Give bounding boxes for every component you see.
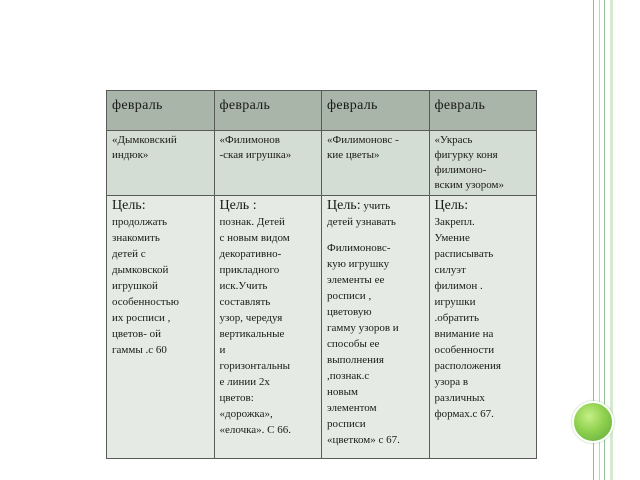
goal-row <box>107 196 537 459</box>
goal-line: их росписи , <box>112 312 171 324</box>
goal-line: расположения <box>434 360 501 372</box>
decor-circle <box>572 401 614 443</box>
goal-line: детей узнавать <box>327 216 396 228</box>
goal-line: формах.с 67. <box>434 408 494 420</box>
goal-line: новым <box>327 386 358 398</box>
goal-line: и <box>219 344 226 356</box>
month-header: февраль <box>214 91 322 131</box>
goal-title: Цель : <box>219 198 257 213</box>
topic-cell <box>214 131 322 196</box>
goal-line: цветов: <box>219 392 254 404</box>
goal-line: способы ее <box>327 338 380 350</box>
goal-title: Цель: <box>434 198 469 213</box>
goal-line: кую игрушку <box>327 258 390 270</box>
goal-line: горизонтальны <box>219 360 290 372</box>
topic-cell <box>107 131 215 196</box>
goal-line: «цветком» с 67. <box>327 434 400 446</box>
goal-cell <box>429 196 537 459</box>
goal-line: элементы ее <box>327 274 385 286</box>
goal-cell <box>107 196 215 459</box>
goal-line: игрушки <box>434 296 476 308</box>
goal-line: росписи , <box>327 290 372 302</box>
goal-line: элементом <box>327 402 377 414</box>
schedule-table <box>106 90 537 459</box>
goal-line: Умение <box>434 232 470 244</box>
goal-line: составлять <box>219 296 271 308</box>
goal-line: различных <box>434 392 485 404</box>
goal-line: цветовую <box>327 306 372 318</box>
goal-line: е линии 2х <box>219 376 270 388</box>
topic-line: «Укрась <box>434 134 473 146</box>
goal-line: знакомить <box>112 232 160 244</box>
goal-title: Цель: <box>112 198 146 213</box>
goal-line: особенностью <box>112 296 179 308</box>
goal-line: «елочка». С 66. <box>219 424 292 436</box>
topic-line: вским узором» <box>434 179 504 191</box>
goal-line: познак. Детей <box>219 216 285 228</box>
topic-line: фигурку коня <box>434 149 498 161</box>
goal-line: вертикальные <box>219 328 285 340</box>
goal-line: декоративно- <box>219 248 282 260</box>
goal-line: росписи <box>327 418 366 430</box>
goal-cell <box>214 196 322 459</box>
goal-line <box>327 230 424 240</box>
goal-line: «дорожка», <box>219 408 273 420</box>
goal-line: силуэт <box>434 264 466 276</box>
goal-line: дымковской <box>112 264 169 276</box>
goal-line: узор, чередуя <box>219 312 283 324</box>
topic-line: «Филимоновс - <box>327 134 399 146</box>
goal-line: Филимоновс- <box>327 242 391 254</box>
goal-line: узора в <box>434 376 469 388</box>
goal-cell <box>322 196 430 459</box>
decor-line <box>610 0 613 480</box>
goal-line: цветов- ой <box>112 328 162 340</box>
goal-line: детей с <box>112 248 146 260</box>
goal-title: Цель: <box>327 198 361 213</box>
goal-heading <box>220 198 317 214</box>
goal-line: игрушкой <box>112 280 158 292</box>
goal-line: Закрепл. <box>434 216 475 228</box>
month-header: февраль <box>322 91 430 131</box>
goal-line: ,познак.с <box>327 370 370 382</box>
goal-line: филимон . <box>434 280 483 292</box>
goal-line: иск.Учить <box>219 280 268 292</box>
goal-line: гаммы .с 60 <box>112 344 167 356</box>
goal-line: внимание на <box>434 328 494 340</box>
goal-line: расписывать <box>434 248 494 260</box>
month-header: февраль <box>429 91 537 131</box>
goal-line: прикладного <box>219 264 280 276</box>
month-header: февраль <box>107 91 215 131</box>
header-row <box>107 91 537 131</box>
topic-row <box>107 131 537 196</box>
topic-line: индюк» <box>112 149 149 161</box>
goal-line: .обратить <box>434 312 479 324</box>
goal-line: выполнения <box>327 354 384 366</box>
goal-heading <box>327 198 424 214</box>
topic-line: кие цветы» <box>327 149 380 161</box>
topic-line: «Дымковский <box>112 134 177 146</box>
topic-line: -ская игрушка» <box>219 149 292 161</box>
topic-cell <box>429 131 537 196</box>
topic-line: «Филимонов <box>219 134 280 146</box>
topic-line: филимоно- <box>434 164 487 176</box>
goal-line: гамму узоров и <box>327 322 399 334</box>
goal-heading <box>112 198 209 214</box>
topic-cell <box>322 131 430 196</box>
goal-inline: учить <box>360 200 391 212</box>
goal-line: продолжать <box>112 216 168 228</box>
goal-heading <box>435 198 532 214</box>
goal-line: с новым видом <box>219 232 290 244</box>
goal-line: особенности <box>434 344 495 356</box>
